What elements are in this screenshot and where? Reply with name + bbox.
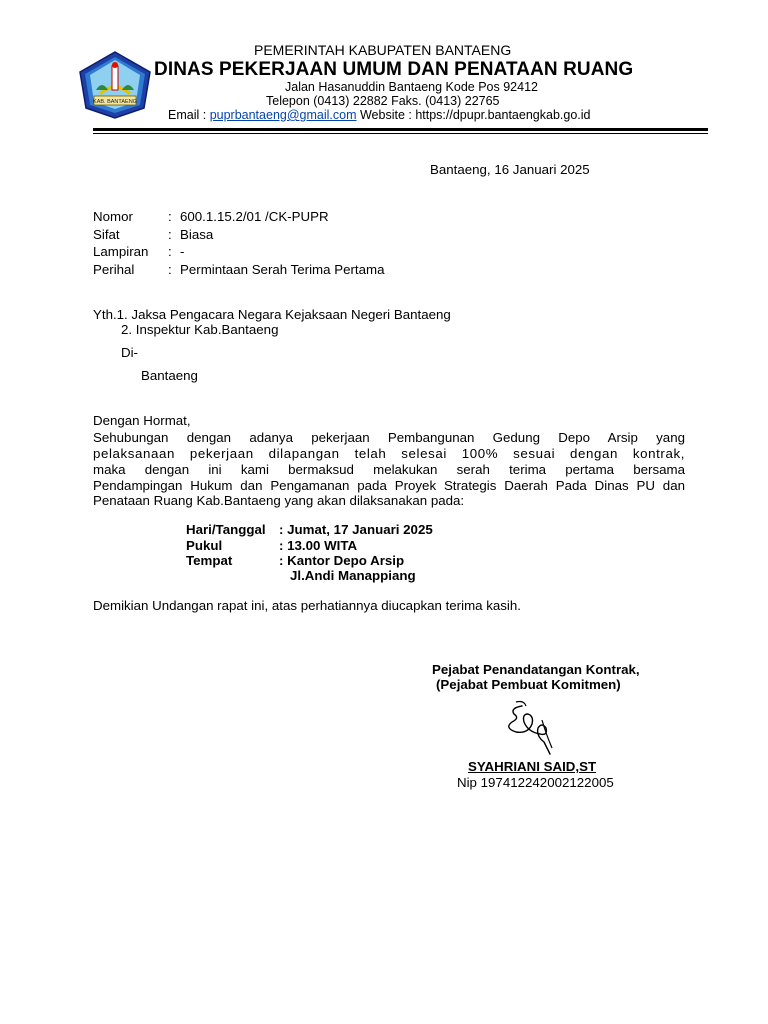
signatory-nip: Nip 197412242002122005 bbox=[457, 775, 614, 790]
meta-value: - bbox=[180, 244, 185, 259]
recipient-place: Bantaeng bbox=[141, 368, 198, 383]
signatory-title: Pejabat Penandatangan Kontrak, bbox=[432, 662, 640, 677]
regency-logo bbox=[78, 50, 152, 120]
government-name: PEMERINTAH KABUPATEN BANTAENG bbox=[254, 42, 512, 58]
website-label: Website : bbox=[356, 108, 416, 122]
meta-value: Permintaan Serah Terima Pertama bbox=[180, 262, 385, 277]
meta-label: Lampiran bbox=[93, 244, 149, 259]
email-label: Email : bbox=[168, 108, 210, 122]
signatory-role: (Pejabat Pembuat Komitmen) bbox=[436, 677, 621, 692]
recipient-line-1: Yth.1. Jaksa Pengacara Negara Kejaksaan Negeri Bantaeng bbox=[93, 307, 451, 322]
meta-row-nomor bbox=[93, 209, 329, 224]
signatory-name: SYAHRIANI SAID,ST bbox=[468, 759, 597, 774]
office-name: DINAS PEKERJAAN UMUM DAN PENATAAN RUANG bbox=[154, 59, 634, 80]
detail-label: Tempat bbox=[186, 553, 233, 568]
meta-value: Biasa bbox=[180, 227, 214, 242]
body-line: Penataan Ruang Kab.Bantaeng yang akan dilaksanakan pada: bbox=[93, 493, 465, 508]
body-line: Sehubungan dengan adanya pekerjaan Pembangunan Gedung Depo Arsip yang bbox=[93, 430, 685, 445]
detail-value: : Jumat, 17 Januari 2025 bbox=[279, 522, 433, 537]
website-text: https://dpupr.bantaengkab.go.id bbox=[415, 108, 591, 122]
meta-row-sifat bbox=[93, 227, 213, 242]
body-line: pelaksanaan pekerjaan dilapangan telah selesai 100% sesuai dengan kontrak, bbox=[93, 446, 685, 461]
office-phone: Telepon (0413) 22882 Faks. (0413) 22765 bbox=[266, 94, 500, 108]
office-address: Jalan Hasanuddin Bantaeng Kode Pos 92412 bbox=[285, 80, 538, 94]
detail-value: : Kantor Depo Arsip bbox=[279, 553, 405, 568]
detail-row-address bbox=[290, 568, 416, 583]
meta-label: Sifat bbox=[93, 227, 120, 242]
body-line: maka dengan ini kami bermaksud melakukan serah terima pertama bersama bbox=[93, 462, 685, 477]
detail-label: Hari/Tanggal bbox=[186, 522, 266, 537]
detail-row-time bbox=[186, 538, 357, 553]
meta-label: Nomor bbox=[93, 209, 133, 224]
letter-date: Bantaeng, 16 Januari 2025 bbox=[430, 162, 590, 177]
meta-label: Perihal bbox=[93, 262, 135, 277]
letterhead-divider-thin bbox=[93, 133, 708, 134]
meta-colon: : bbox=[168, 262, 172, 277]
handwritten-signature bbox=[502, 698, 562, 760]
detail-value: Jl.Andi Manappiang bbox=[290, 568, 416, 583]
meta-colon: : bbox=[168, 244, 172, 259]
meta-row-lampiran bbox=[93, 244, 184, 259]
letterhead-divider-thick bbox=[93, 128, 708, 131]
meta-value: 600.1.15.2/01 /CK-PUPR bbox=[180, 209, 329, 224]
email-link[interactable]: puprbantaeng@gmail.com bbox=[209, 108, 357, 122]
closing-sentence: Demikian Undangan rapat ini, atas perhatiannya diucapkan terima kasih. bbox=[93, 598, 521, 613]
meta-colon: : bbox=[168, 209, 172, 224]
recipient-line-2: 2. Inspektur Kab.Bantaeng bbox=[121, 322, 279, 337]
office-contact bbox=[168, 108, 590, 122]
meta-colon: : bbox=[168, 227, 172, 242]
recipient-di: Di- bbox=[121, 345, 138, 360]
detail-value: : 13.00 WITA bbox=[279, 538, 358, 553]
detail-row-place bbox=[186, 553, 404, 568]
meta-row-perihal bbox=[93, 262, 384, 277]
greeting: Dengan Hormat, bbox=[93, 413, 191, 428]
detail-row-date bbox=[186, 522, 433, 537]
logo-lettering: KAB. BANTAENG bbox=[93, 99, 137, 105]
body-line: Pendampingan Hukum dan Pengamanan pada Proyek Strategis Daerah Pada Dinas PU dan bbox=[93, 478, 685, 493]
detail-label: Pukul bbox=[186, 538, 223, 553]
